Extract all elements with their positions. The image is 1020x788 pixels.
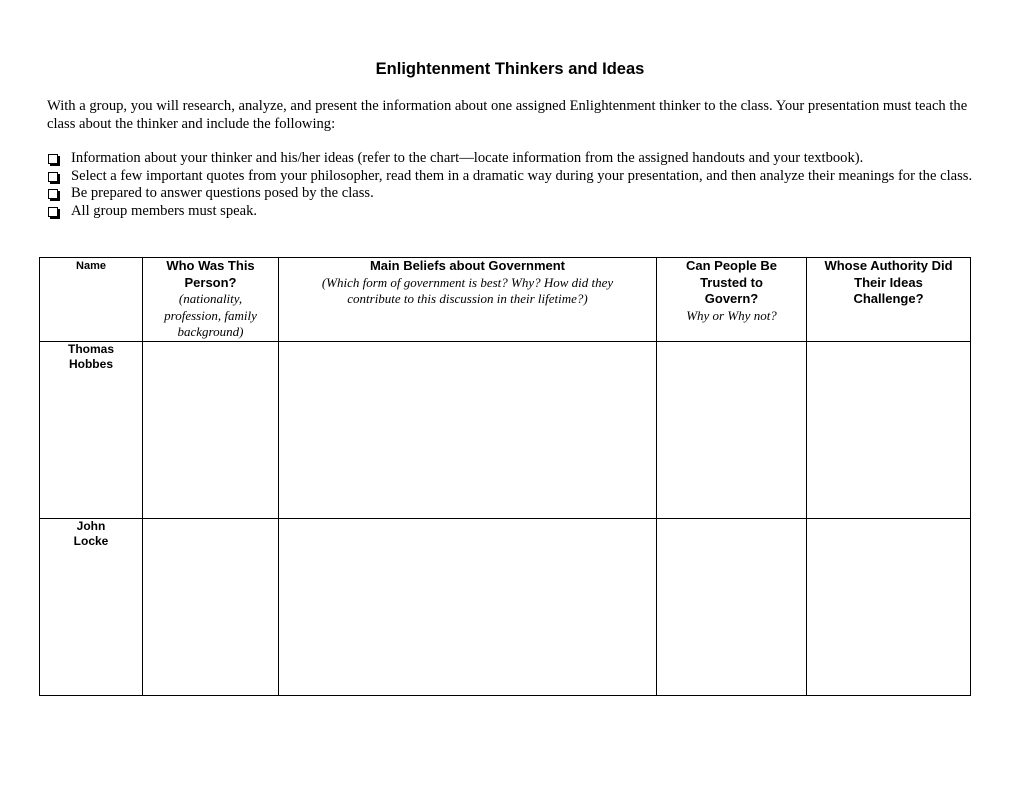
intro-paragraph: With a group, you will research, analyze, and present the information about one assigned Enlightenment thinker to the class. Your presentation must teach the class about the thinker and include the following: — [47, 98, 968, 132]
checkbox-icon — [48, 154, 58, 164]
beliefs-cell[interactable] — [279, 518, 657, 695]
checkbox-icon — [48, 207, 58, 217]
task-text: Information about your thinker and his/her ideas (refer to the chart—locate information from the assigned handouts and your textbook). — [71, 150, 864, 166]
thinker-first-name: John — [76, 518, 106, 533]
authority-cell[interactable] — [807, 518, 971, 695]
header-beliefs: Main Beliefs about Government (Which form of government is best? Why? How did they contribute to this discussion in their lifetime?) — [279, 258, 657, 342]
page-title: Enlightenment Thinkers and Ideas — [375, 60, 645, 78]
header-authority: Whose Authority Did Their Ideas Challenge? — [807, 258, 971, 342]
checkbox-icon — [48, 189, 58, 199]
list-item — [47, 150, 977, 168]
table-row — [40, 341, 971, 518]
header-trust: Can People Be Trusted to Govern? Why or Why not? — [657, 258, 807, 342]
beliefs-cell[interactable] — [279, 341, 657, 518]
authority-cell[interactable] — [807, 341, 971, 518]
who-cell[interactable] — [143, 341, 279, 518]
task-text: Be prepared to answer questions posed by the class. — [71, 185, 374, 202]
thinker-name-cell — [40, 518, 143, 695]
table-row — [40, 518, 971, 695]
list-item — [47, 185, 977, 203]
list-item — [47, 168, 977, 186]
thinker-last-name: Locke — [73, 533, 109, 548]
thinker-last-name: Hobbes — [68, 356, 113, 371]
trust-cell[interactable] — [657, 341, 807, 518]
who-cell[interactable] — [143, 518, 279, 695]
task-checklist — [47, 150, 977, 220]
task-text: Select a few important quotes from your philosopher, read them in a dramatic way during your presentation, and then analyze their meanings for the class. — [71, 167, 973, 184]
header-who: Who Was This Person? (nationality, profession, family background) — [143, 258, 279, 342]
header-row — [40, 258, 971, 342]
header-name: Name — [40, 258, 143, 342]
thinker-first-name: Thomas — [67, 341, 114, 356]
trust-cell[interactable] — [657, 518, 807, 695]
checkbox-icon — [48, 172, 58, 182]
thinker-name-cell — [40, 341, 143, 518]
task-text: All group members must speak. — [71, 202, 258, 219]
thinkers-chart — [39, 257, 971, 696]
list-item — [47, 203, 977, 221]
